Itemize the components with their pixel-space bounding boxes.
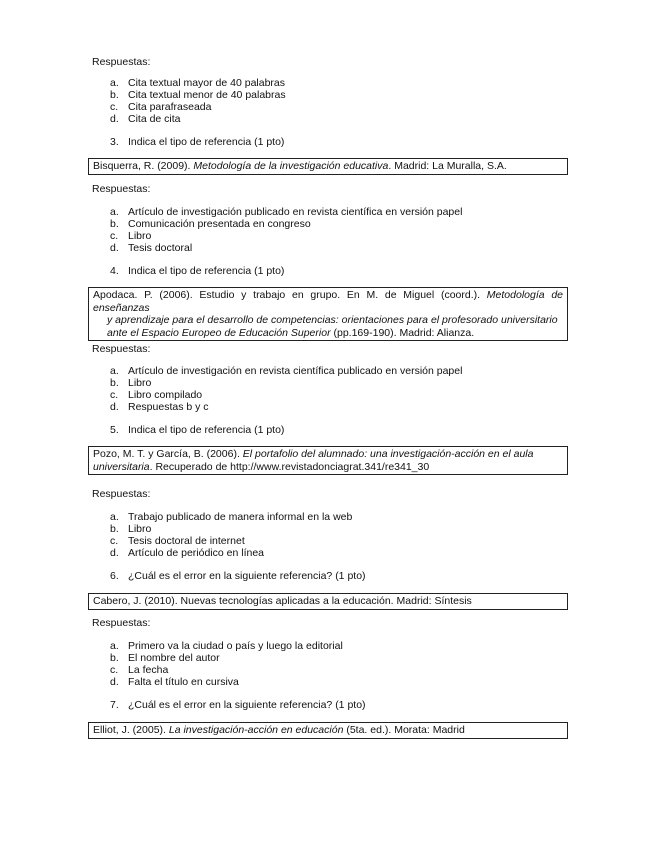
option-a: a. Primero va la ciudad o país y luego la editorial — [110, 640, 343, 652]
reference-box-6: Cabero, J. (2010). Nuevas tecnologías aplicadas a la educación. Madrid: Síntesis — [88, 593, 568, 610]
q4-options — [110, 365, 462, 413]
reference-box-5: Pozo, M. T. y García, B. (2006). El portafolio del alumnado: una investigación-acción en el aula universitaria. Recuperado de http://www.revistadonciagrat.341/re341_30 — [88, 446, 568, 475]
option-c: c. Libro compilado — [110, 389, 203, 401]
option-d: d. Tesis doctoral — [110, 242, 193, 254]
answers-label: Respuestas: — [92, 488, 151, 500]
question-3: 3. Indica el tipo de referencia (1 pto) — [110, 136, 285, 148]
question-6: 6. ¿Cuál es el error en la siguiente referencia? (1 pto) — [110, 570, 366, 582]
option-c: c. Libro — [110, 230, 152, 242]
option-d: d. Cita de cita — [110, 113, 181, 125]
option-b: b. Libro — [110, 523, 152, 535]
question-7: 7. ¿Cuál es el error en la siguiente referencia? (1 pto) — [110, 699, 366, 711]
option-a: a. Trabajo publicado de manera informal en la web — [110, 511, 353, 523]
option-b: b. El nombre del autor — [110, 652, 220, 664]
reference-box-3: Bisquerra, R. (2009). Metodología de la investigación educativa. Madrid: La Muralla, S.A. — [88, 158, 568, 175]
option-b: b. Comunicación presentada en congreso — [110, 218, 311, 230]
answers-label: Respuestas: — [92, 343, 151, 355]
question-5: 5. Indica el tipo de referencia (1 pto) — [110, 424, 285, 436]
reference-box-7: Elliot, J. (2005). La investigación-acción en educación (5ta. ed.). Morata: Madrid — [88, 722, 568, 739]
answers-label: Respuestas: — [92, 617, 151, 629]
option-d: d. Respuestas b y c — [110, 401, 209, 413]
option-c: c. Tesis doctoral de internet — [110, 535, 245, 547]
option-a: a. Artículo de investigación en revista científica publicado en versión papel — [110, 365, 463, 377]
option-d: d. Artículo de periódico en línea — [110, 547, 265, 559]
q3-options — [110, 206, 462, 254]
reference-box-4: Apodaca. P. (2006). Estudio y trabajo en grupo. En M. de Miguel (coord.). Metodología de enseñanzas y aprendizaje para el desarrollo de competencias: orientaciones para el profesorado universitario ante el Espacio Europeo de Educación Superior (pp.169-190). Madrid: Alianza. — [88, 287, 568, 341]
option-b: b. Libro — [110, 377, 152, 389]
question-4: 4. Indica el tipo de referencia (1 pto) — [110, 265, 285, 277]
option-a: a. Cita textual mayor de 40 palabras — [110, 77, 286, 89]
answers-label: Respuestas: — [92, 56, 151, 68]
q6-options — [110, 640, 343, 688]
q5-options — [110, 511, 352, 559]
option-c: c. Cita parafraseada — [110, 101, 212, 113]
q2-options — [110, 77, 286, 125]
answers-label: Respuestas: — [92, 183, 151, 195]
option-b: b. Cita textual menor de 40 palabras — [110, 89, 286, 101]
option-a: a. Artículo de investigación publicado en revista científica en versión papel — [110, 206, 463, 218]
option-c: c. La fecha — [110, 664, 169, 676]
option-d: d. Falta el título en cursiva — [110, 676, 239, 688]
